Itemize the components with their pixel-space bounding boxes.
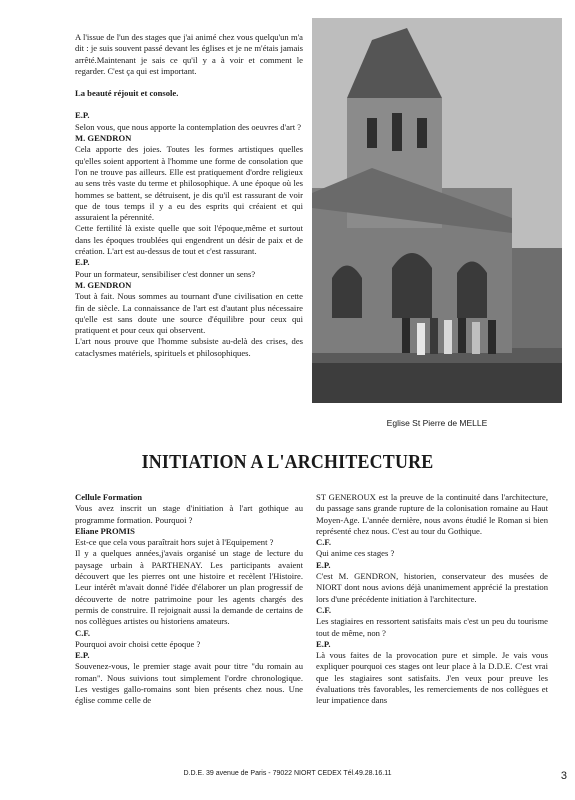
speaker-label: C.F. [316, 537, 331, 548]
speaker-label: E.P. [75, 110, 90, 121]
answer-text: Cela apporte des joies. Toutes les formes artistiques quelles qu'elles soient apportent à l'homme une forme de consolation que l'on ne trouve pas ailleurs. Elle est pratiquement d'ordre religieux au sens très vaste du terme et philosophique. A une époque où les hommes se battent, se détruisent, je dis qu'il est rassurant de voir que de tous temps il y a eu des esprits qui créaient et qui assuraient la pérennité. [75, 144, 303, 223]
intro-column [75, 32, 303, 359]
answer-text: Là vous faites de la provocation pure et simple. Je vais vous expliquer pourquoi ces stages ont leur place à la D.D.E. C'est vrai que les stagiaires sont satisfaits. J'en veux pour preuve les évaluations très favorables, les remerciements de nos collègues et leur impatience dans [316, 650, 548, 706]
question-text: Pour un formateur, sensibiliser c'est donner un sens? [75, 268, 256, 279]
speaker-label: C.F. [75, 627, 90, 638]
answer-text: ST GENEROUX est la preuve de la continuité dans l'architecture, du passage sans grande rupture de la colonisation romaine au Haut Moyen-Age. L'année dernière, nous avons étudié le Roman si bien représenté chez nous. C'est au tour du Gothique. [316, 492, 548, 536]
church-photo [312, 18, 562, 403]
question-text: Qui anime ces stages ? [316, 548, 395, 559]
intro-paragraph: A l'issue de l'un des stages que j'ai animé chez vous quelqu'un m'a dit : je suis souvent passé devant les églises et je ne m'étais jamais arrêté.Maintenant je sais ce qu'il y a à voir et comment le regarder. C'est ça qui est important. [75, 32, 303, 76]
answer-text: L'art nous prouve que l'homme subsiste au-delà des crises, des cataclysmes matériels, spirituels et philosophiques. [75, 336, 303, 358]
interview-right-column [316, 492, 548, 707]
intro-heading: La beauté réjouit et console. [75, 88, 179, 99]
answer-text: Est-ce que cela vous paraîtrait hors sujet à l'Equipement ? [75, 537, 274, 548]
interview-left-column [75, 492, 303, 707]
question-text: Les stagiaires en ressortent satisfaits mais c'est un peu du tourisme tout de même, non ? [316, 616, 548, 638]
answer-text: Tout à fait. Nous sommes au tournant d'une civilisation en cette fin de siècle. La connaissance de l'art est d'autant plus nécessaire qu'elle est sans doute une source d'équilibre pour ceux qui pratiquent et pour ceux qui observent. [75, 291, 303, 336]
speaker-label: Eliane PROMIS [75, 525, 135, 536]
answer-text: Cette fertilité là existe quelle que soit l'époque,même et surtout dans les époques troublées qui engendrent un désir de paix et de création. L'art est au-dessus de tout et c'est rassurant. [75, 223, 303, 257]
question-text: Pourquoi avoir choisi cette époque ? [75, 638, 201, 649]
question-text: Vous avez inscrit un stage d'initiation à l'art gothique au programme formation. Pourquoi ? [75, 503, 303, 525]
answer-text: Il y a quelques années,j'avais organisé un stage de lecture du paysage urbain à PARTHENAY. Les participants avaient découvert que les pierres ont une histoire et recèlent l'Histoire. Leur intérêt m'avait donné l'idée d'élaborer un plan progressif de découverte de notre patrimoine pour les agents chargés des permis de construire. Il rejoignait aussi la demande de certains de nos collègues artistes ou historiens amateurs. [75, 548, 303, 627]
footer-address: D.D.E. 39 avenue de Paris - 79022 NIORT CEDEX Tél.49.28.16.11 [183, 770, 392, 777]
question-text: Selon vous, que nous apporte la contemplation des oeuvres d'art ? [75, 121, 302, 132]
answer-text: C'est M. GENDRON, historien, conservateur des musées de NIORT dont nous avions déjà unanimement apprécié la prestation lors d'une précédente initiation à l'architecture. [316, 571, 548, 604]
speaker-label: E.P. [75, 650, 90, 661]
section-title: INITIATION A L'ARCHITECTURE [141, 452, 434, 473]
speaker-label: E.P. [316, 638, 331, 649]
answer-text: Souvenez-vous, le premier stage avait pour titre "du romain au roman". Nous suivions tout simplement l'ordre chronologique. Les vestiges gallo-romains sont bien présents chez nous. Une église comme celle de [75, 661, 303, 706]
speaker-label: C.F. [316, 604, 331, 615]
church-illustration [312, 18, 562, 403]
photo-caption: Eglise St Pierre de MELLE [386, 418, 488, 428]
page-number: 3 [560, 770, 567, 782]
speaker-label: E.P. [75, 257, 90, 268]
speaker-label: M. GENDRON [75, 279, 132, 290]
speaker-label: E.P. [316, 559, 331, 570]
speaker-label: Cellule Formation [75, 492, 143, 502]
speaker-label: M. GENDRON [75, 133, 132, 144]
